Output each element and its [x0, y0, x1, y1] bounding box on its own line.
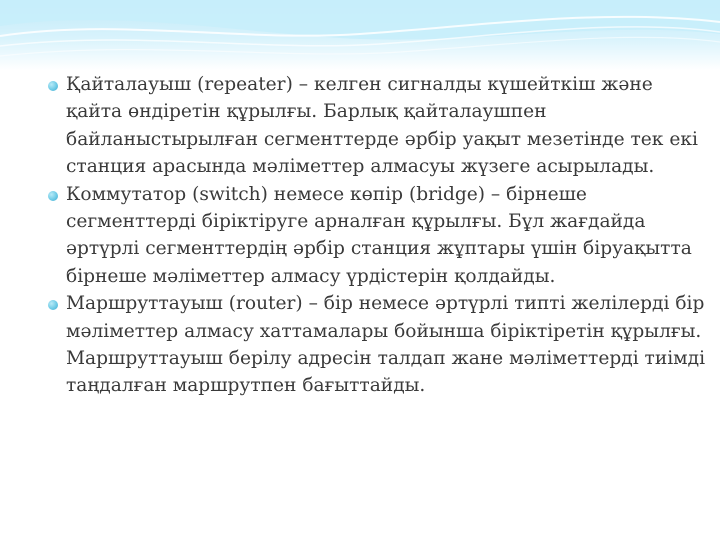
bullet-dot-icon — [48, 191, 58, 201]
bullet-text: Маршруттауыш (router) – бір немесе әртүрлі типті желілерді бір мәліметтер алмасу хаттамалары бойынша біріктіретін құрылғы. Маршруттауыш берілу адресін талдап жане мәліметтерді тиімді таңдалған маршрутпен бағыттайды. — [66, 293, 706, 397]
bullet-item-router — [46, 290, 706, 400]
bullet-dot-icon — [48, 300, 58, 310]
bullet-text: Қайталауыш (repeater) – келген сигналды күшейткіш және қайта өндіретін құрылғы. Барлық қайталаушпен байланыстырылған сегменттерде әрбір уақыт мезетінде тек екі станция арасында мәліметтер алмасуы жүзеге асырылады. — [66, 74, 698, 178]
bullet-text: Коммутатор (switch) немесе көпір (bridge) – бірнеше сегменттерді біріктіруге арналған құрылғы. Бұл жағдайда әртүрлі сегменттердің әрбір станция жұптары үшін біруақытта бірнеше мәліметтер алмасу үрдістерін қолдайды. — [66, 183, 692, 287]
bullet-dot-icon — [48, 81, 58, 91]
bullet-item-repeater — [46, 71, 706, 181]
bullet-item-switch — [46, 181, 706, 291]
header-wave-graphic — [0, 0, 720, 70]
slide-body — [46, 71, 706, 400]
bullet-list — [46, 71, 706, 400]
header-decoration — [0, 0, 720, 70]
